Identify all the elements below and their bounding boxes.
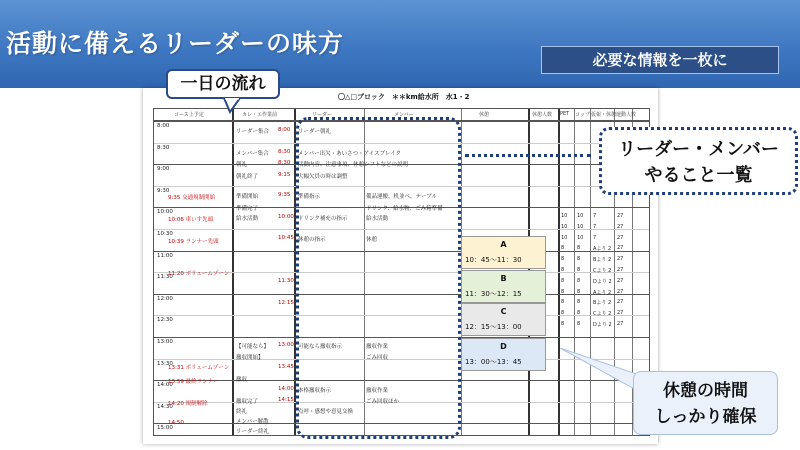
supply-cell: 8 xyxy=(577,267,581,273)
time-label: 11:00 xyxy=(157,252,173,259)
supply-cell: 10 xyxy=(561,234,568,241)
leader-task: ドリンク補充の指示 xyxy=(298,216,348,222)
supply-cell: 10 xyxy=(561,213,568,219)
column-header: PET xyxy=(560,111,570,117)
time-label: 10:30 xyxy=(157,231,173,237)
supply-cell: 27 xyxy=(617,321,624,327)
supply-cell: Cより 2 xyxy=(593,268,612,274)
supply-cell: 8 xyxy=(561,245,565,252)
supply-cell: 8 xyxy=(577,256,581,263)
supply-cell: 7 xyxy=(593,234,597,241)
member-task: ごみ回収ほか xyxy=(366,399,400,405)
callout-todo-line1: リーダー・メンバー xyxy=(618,139,779,160)
activity-time: 10:00 xyxy=(278,214,294,220)
callout-day-flow: 一日の流れ xyxy=(166,69,280,99)
leader-task: 大幅欠員の時は調整 xyxy=(298,174,348,180)
leader-task: リーダー朝礼 xyxy=(298,129,332,135)
supply-cell: 8 xyxy=(577,277,581,284)
callout-rest-line2: しっかり確保 xyxy=(654,407,757,427)
time-label: 13:30 xyxy=(157,360,173,367)
course-event: 10:39 ランナー先頭 xyxy=(168,239,219,245)
callout-rest-time xyxy=(633,371,778,435)
activity-time: 11:30 xyxy=(278,278,294,284)
column-header: カレ・エ作業前 xyxy=(242,112,278,118)
course-event: 13:59 最終ランナー xyxy=(168,379,219,385)
activity-time: 13:45 xyxy=(278,364,294,370)
supply-cell: Cより 2 xyxy=(593,311,612,318)
supply-cell: Dより 2 xyxy=(593,322,612,328)
supply-cell: 10 xyxy=(577,234,584,241)
activity-label: 撤収完了 xyxy=(236,399,259,405)
activity-label: 朝礼 xyxy=(236,162,248,168)
time-label: 10:00 xyxy=(157,209,173,216)
supply-cell: 10 xyxy=(561,223,568,230)
activity-time: 8:30 xyxy=(278,160,291,166)
activity-label: 終礼 xyxy=(236,409,248,415)
supply-cell: 27 xyxy=(617,277,624,284)
member-task: 備品運搬、机並べ、テーブル xyxy=(366,194,438,200)
supply-cell: 7 xyxy=(593,223,597,230)
column-header: メンバー xyxy=(394,112,414,118)
supply-cell: 27 xyxy=(617,310,624,317)
leader-task: 本格撤収指示 xyxy=(298,388,332,394)
supply-cell: 27 xyxy=(617,256,624,263)
column-header: 休憩人数 xyxy=(532,112,553,118)
supply-cell: 8 xyxy=(577,299,581,306)
activity-label: メンバー解散 xyxy=(236,419,269,425)
supply-cell: Bより 2 xyxy=(593,300,612,307)
highlight-connector xyxy=(465,154,591,157)
member-task: ごみ回収 xyxy=(366,355,389,361)
supply-cell: 8 xyxy=(577,288,581,295)
activity-time: 8:30 xyxy=(278,149,291,155)
supply-cell: 8 xyxy=(561,321,565,327)
supply-cell: 8 xyxy=(561,256,565,263)
time-label: 9:30 xyxy=(157,187,170,194)
supply-cell: 8 xyxy=(577,321,581,327)
break-block xyxy=(461,270,546,303)
column-header: コップ xyxy=(575,112,590,118)
break-time: 11：30～12：15 xyxy=(465,290,522,298)
time-label: 12:30 xyxy=(157,317,173,324)
member-task: 休憩 xyxy=(366,237,378,243)
activity-label: 撤収開始】 xyxy=(236,355,264,361)
break-time: 12：15～13：00 xyxy=(465,323,522,331)
activity-time: 10:45 xyxy=(278,235,294,241)
supply-cell: 8 xyxy=(561,288,565,295)
activity-label: 給水活動 xyxy=(236,216,259,222)
member-task: 撤収作業 xyxy=(366,388,389,394)
subtitle-badge: 必要な情報を一枚に xyxy=(541,46,779,74)
supply-cell: 8 xyxy=(561,310,565,317)
supply-cell: 27 xyxy=(617,288,624,295)
time-label: 13:00 xyxy=(157,339,173,345)
activity-time: 8:00 xyxy=(278,127,291,133)
time-label: 9:00 xyxy=(157,166,170,173)
activity-label: 【可能なら】 xyxy=(236,344,270,350)
activity-label: メンバー集合 xyxy=(236,151,269,157)
activity-label: リーダー終礼 xyxy=(236,429,270,435)
supply-cell: 8 xyxy=(577,310,581,317)
activity-label: 朝礼終了 xyxy=(236,174,259,180)
supply-cell: 10 xyxy=(577,213,584,219)
time-label: 15:00 xyxy=(157,425,173,432)
break-label: A xyxy=(500,240,507,249)
column-header: 仮報・休憩 xyxy=(591,112,617,118)
column-header: 休憩 xyxy=(479,112,490,118)
activity-label: 準備完了 xyxy=(236,206,259,212)
time-label: 11:30 xyxy=(157,274,173,281)
leader-task: メンバー出欠・あいさつ・アイスブレイク xyxy=(298,151,401,157)
break-block xyxy=(461,338,546,371)
time-label: 14:30 xyxy=(157,403,173,410)
supply-cell: 8 xyxy=(561,267,565,273)
break-label: C xyxy=(500,307,507,316)
supply-cell: 7 xyxy=(593,213,597,219)
break-block xyxy=(461,236,546,269)
supply-cell: 27 xyxy=(617,267,624,273)
leader-task: 可能なら撤収指示 xyxy=(298,344,343,350)
activity-time: 12:15 xyxy=(278,300,294,306)
break-time: 10：45～11：30 xyxy=(465,256,522,264)
activity-label: 準備開始 xyxy=(236,194,259,200)
time-label: 8:00 xyxy=(157,123,170,129)
supply-cell: Aより 2 xyxy=(593,289,612,296)
course-event: 10:06 車いす先頭 xyxy=(168,217,214,223)
member-task: 撤収作業 xyxy=(366,344,389,350)
time-label: 12:00 xyxy=(157,295,173,302)
leader-task: 準備指示 xyxy=(298,194,321,200)
activity-label: 撤収 xyxy=(236,377,248,383)
break-block xyxy=(461,303,546,336)
member-task: ドリンク、給水物、ごみ箱準備 xyxy=(366,206,443,212)
leader-member-highlight xyxy=(296,117,461,439)
callout-rest-line1: 休憩の時間 xyxy=(663,381,748,401)
activity-label: リーダー集合 xyxy=(236,129,270,135)
activity-time: 9:15 xyxy=(278,172,291,178)
course-event: 14:20 規制解除 xyxy=(168,401,208,407)
activity-time: 14:00 xyxy=(278,386,294,392)
member-task: 給水活動 xyxy=(366,216,389,222)
supply-cell: 8 xyxy=(577,245,581,252)
break-label: B xyxy=(500,274,507,283)
course-event: 9:35 交通規制開始 xyxy=(168,195,216,201)
callout-todo-line2: やること一覧 xyxy=(644,165,753,186)
leader-task: 点呼・感想や意見交換 xyxy=(298,409,354,415)
supply-cell: 27 xyxy=(617,234,624,241)
break-time: 13：00～13：45 xyxy=(465,358,522,366)
supply-cell: 27 xyxy=(617,245,624,252)
course-event: 14:50 xyxy=(168,420,184,426)
activity-time: 13:00 xyxy=(278,342,294,348)
title-banner xyxy=(0,0,800,88)
callout-todo-list xyxy=(599,127,798,195)
supply-cell: 27 xyxy=(617,299,624,306)
supply-cell: 10 xyxy=(577,223,584,230)
supply-cell: 27 xyxy=(617,223,624,230)
activity-time: 9:35 xyxy=(278,192,291,198)
break-label: D xyxy=(500,342,507,351)
activity-time: 14:15 xyxy=(278,397,294,403)
course-event: 13:31 ボリュームゾーン xyxy=(168,365,230,371)
course-event: 11:20 ボリュームゾーン xyxy=(168,271,230,277)
column-header: リーダー xyxy=(312,112,333,118)
supply-cell: Dより 2 xyxy=(593,278,612,285)
supply-cell: Bより 2 xyxy=(593,257,612,264)
time-label: 8:30 xyxy=(157,144,170,151)
supply-cell: 8 xyxy=(561,299,565,306)
supply-cell: Aより 2 xyxy=(593,246,612,253)
column-header: コース上予定 xyxy=(174,112,204,118)
time-label: 14:00 xyxy=(157,382,173,389)
callout-pointer-icon xyxy=(222,98,242,114)
leader-task: 休憩の指示 xyxy=(298,237,326,243)
supply-cell: 8 xyxy=(561,277,565,284)
supply-cell: 27 xyxy=(617,213,624,219)
column-header: 運動人数 xyxy=(616,112,637,118)
leader-task: 活動内容、注意事項、休憩シフトなどの説明 xyxy=(298,162,409,168)
sheet-title: 〇△□ブロック ＊＊km給水所 水1・2 xyxy=(338,93,470,101)
page-title: 活動に備えるリーダーの味方 xyxy=(6,29,345,58)
